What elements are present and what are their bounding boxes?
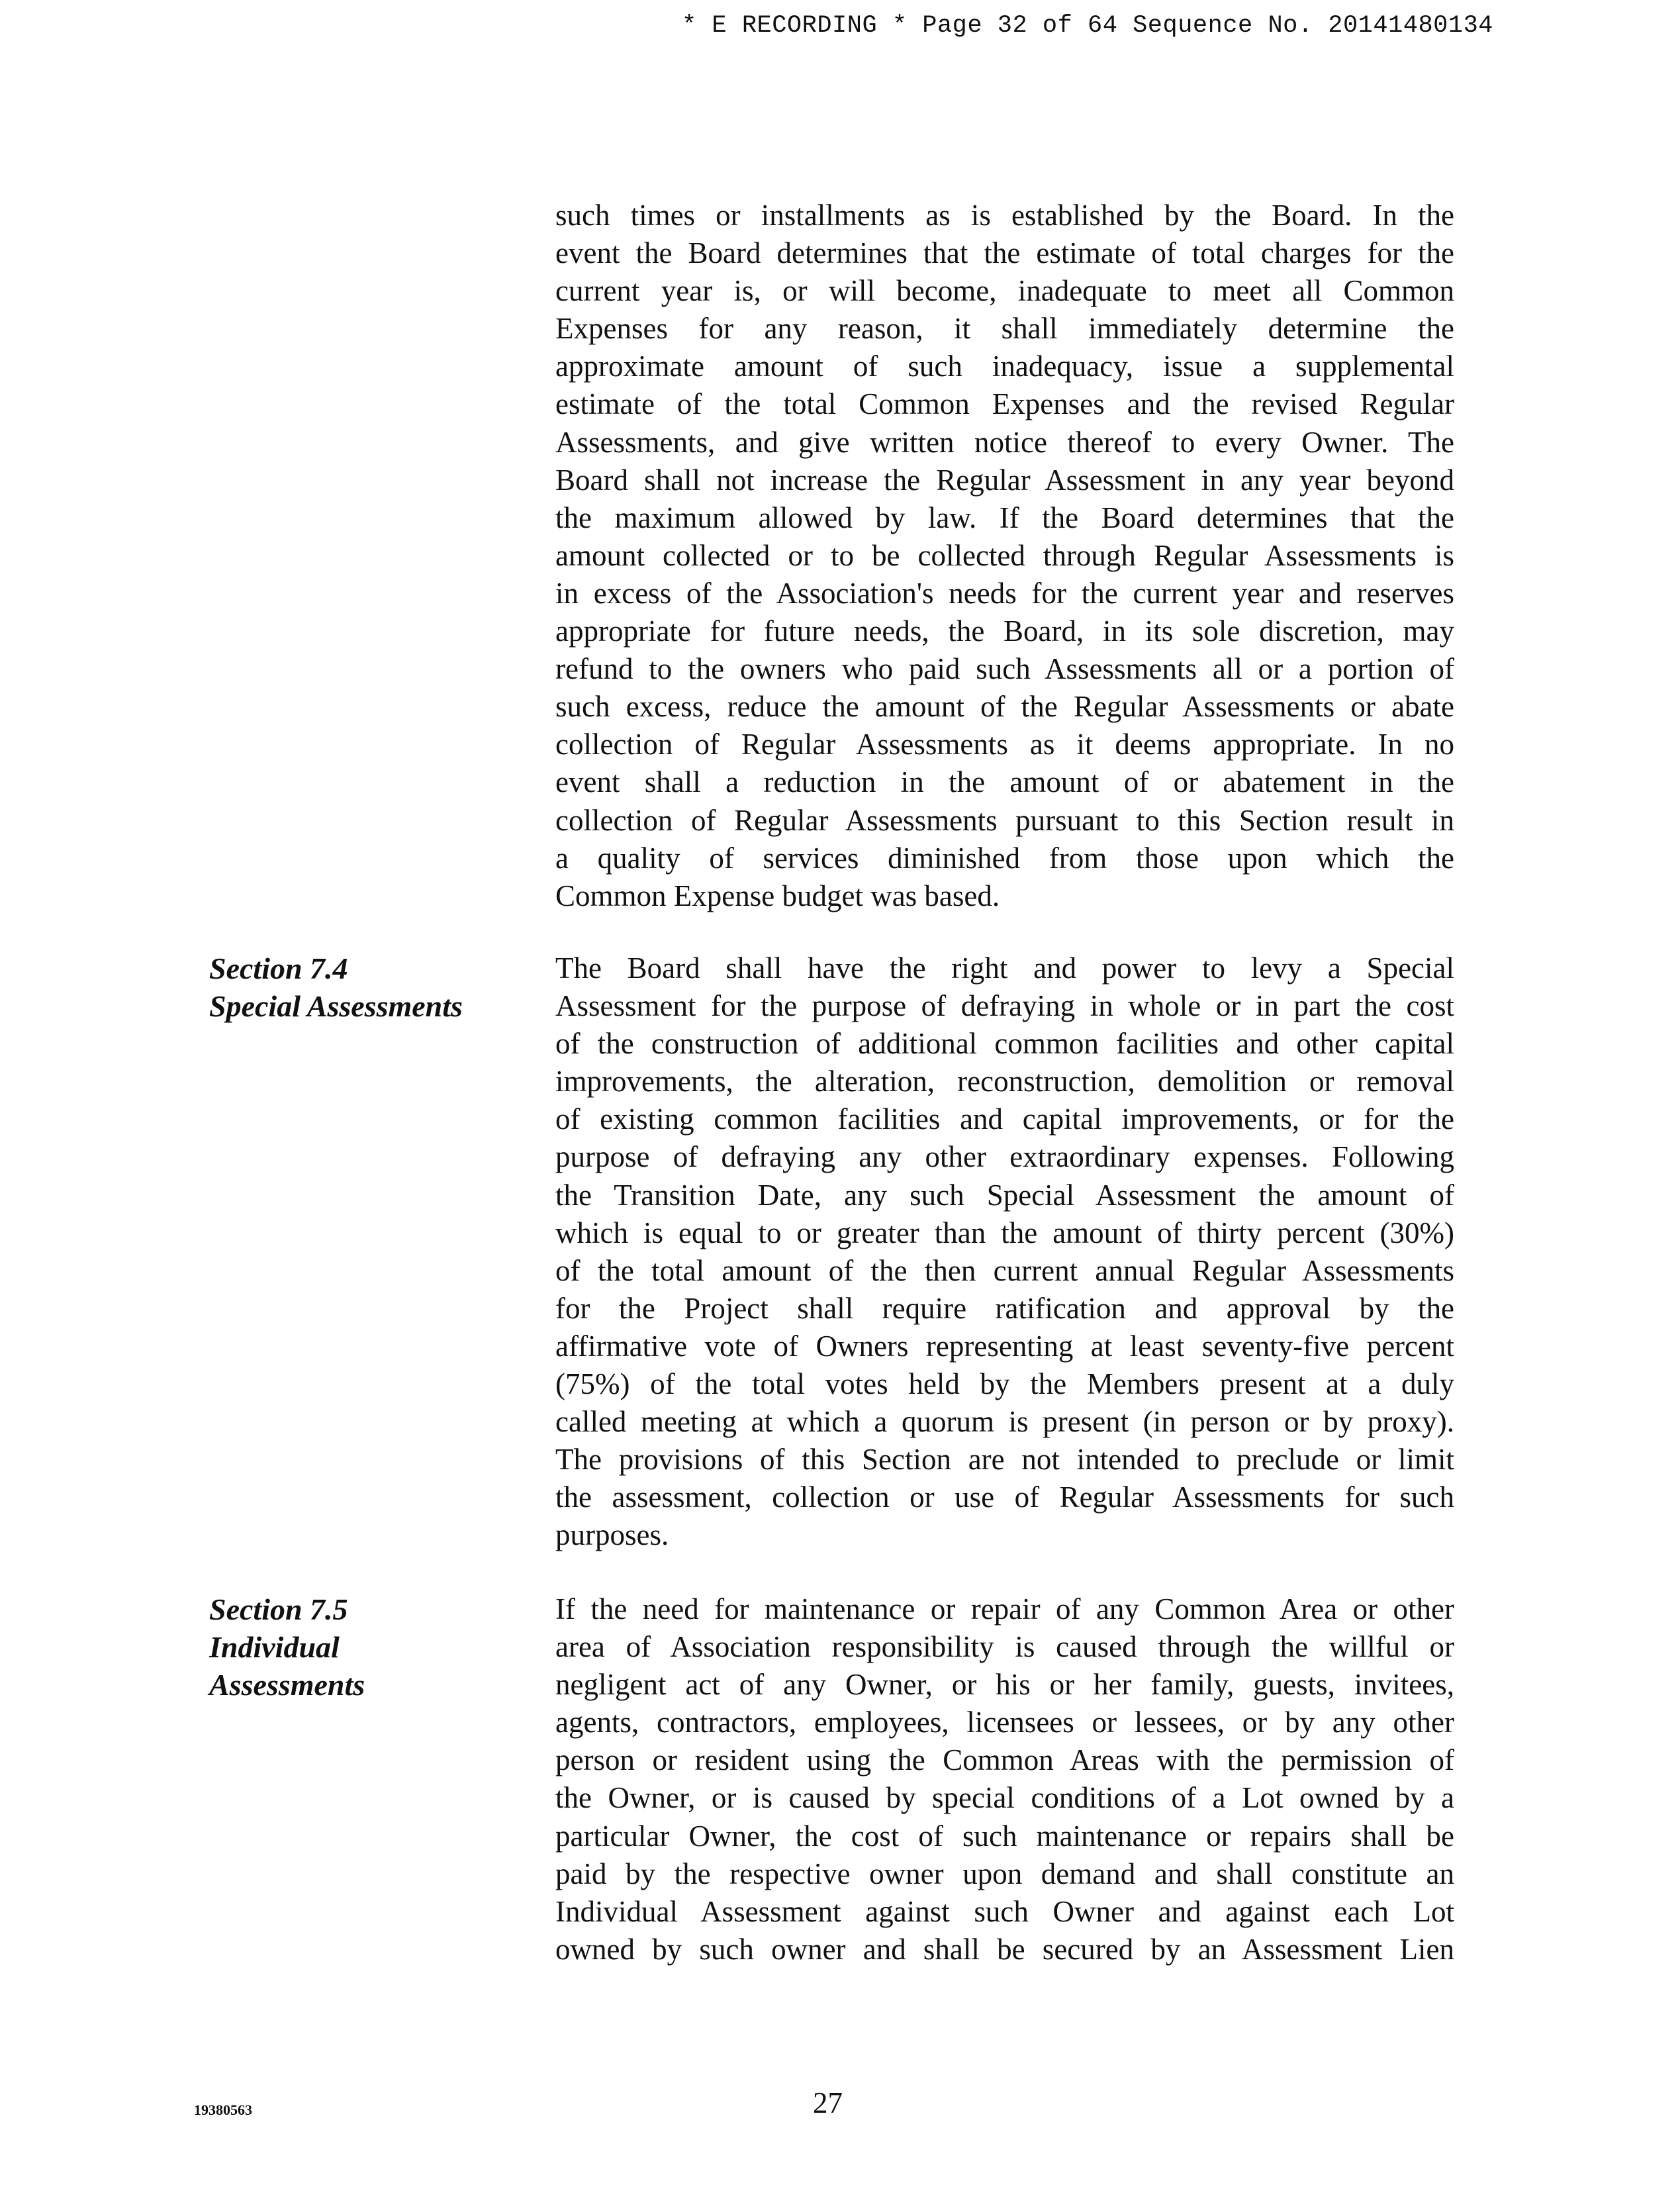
text-line: the Transition Date, any such Special Assessment the amount of: [555, 1178, 1454, 1212]
text-line: appropriate for future needs, the Board, in its sole discretion, may: [555, 614, 1454, 648]
text-line: of the total amount of the then current annual Regular Assessments: [555, 1253, 1454, 1287]
text-line: event the Board determines that the estimate of total charges for the: [555, 236, 1454, 270]
text-line: particular Owner, the cost of such maintenance or repairs shall be: [555, 1819, 1454, 1853]
recording-header: * E RECORDING * Page 32 of 64 Sequence No. 20141480134: [682, 12, 1493, 40]
section-number: Section 7.5: [209, 1592, 348, 1626]
text-line: which is equal to or greater than the amount of thirty percent (30%): [555, 1216, 1454, 1249]
text-line: called meeting at which a quorum is present (in person or by proxy).: [555, 1405, 1454, 1439]
text-line: area of Association responsibility is caused through the willful or: [555, 1630, 1454, 1664]
section-title: Special Assessments: [209, 989, 463, 1023]
section-7-4-heading: [209, 949, 463, 1025]
section-7-5-paragraph: [555, 1590, 1454, 1968]
text-line: Board shall not increase the Regular Assessment in any year beyond: [555, 463, 1454, 497]
text-line: Common Expense budget was based.: [555, 879, 1000, 912]
page-number: 27: [813, 2086, 843, 2119]
text-line: the maximum allowed by law. If the Board determines that the: [555, 501, 1454, 534]
text-line: for the Project shall require ratification and approval by the: [555, 1291, 1454, 1325]
text-line: estimate of the total Common Expenses and the revised Regular: [555, 387, 1454, 421]
text-line: Expenses for any reason, it shall immediately determine the: [555, 312, 1454, 346]
text-line: The provisions of this Section are not intended to preclude or limit: [555, 1443, 1454, 1477]
text-line: owned by such owner and shall be secured by an Assessment Lien: [555, 1932, 1454, 1966]
document-id: 19380563: [194, 2102, 252, 2118]
text-line: of existing common facilities and capital improvements, or for the: [555, 1102, 1454, 1136]
text-line: paid by the respective owner upon demand and shall constitute an: [555, 1857, 1454, 1890]
text-line: agents, contractors, employees, licensees or lessees, or by any other: [555, 1706, 1454, 1739]
section-title: Assessments: [209, 1668, 365, 1702]
section-7-5-heading: [209, 1590, 365, 1704]
text-line: in excess of the Association's needs for the current year and reserves: [555, 576, 1454, 610]
text-line: approximate amount of such inadequacy, issue a supplemental: [555, 350, 1454, 383]
text-line: person or resident using the Common Areas with the permission of: [555, 1743, 1454, 1777]
text-line: Assessments, and give written notice thereof to every Owner. The: [555, 425, 1454, 459]
text-line: of the construction of additional common facilities and other capital: [555, 1027, 1454, 1061]
section-number: Section 7.4: [209, 951, 348, 985]
text-line: collection of Regular Assessments pursuant to this Section result in: [555, 803, 1454, 837]
text-line: amount collected or to be collected through Regular Assessments is: [555, 538, 1454, 572]
text-line: the assessment, collection or use of Regular Assessments for such: [555, 1481, 1454, 1514]
section-7-4-paragraph: [555, 949, 1454, 1555]
text-line: event shall a reduction in the amount of or abatement in the: [555, 765, 1454, 799]
text-line: negligent act of any Owner, or his or her family, guests, invitees,: [555, 1668, 1454, 1702]
text-line: (75%) of the total votes held by the Members present at a duly: [555, 1367, 1454, 1401]
paragraph-continued: [555, 197, 1454, 915]
text-line: such times or installments as is established by the Board. In the: [555, 199, 1454, 232]
text-line: refund to the owners who paid such Assessments all or a portion of: [555, 652, 1454, 686]
text-line: The Board shall have the right and power to levy a Special: [555, 951, 1454, 985]
text-line: the Owner, or is caused by special conditions of a Lot owned by a: [555, 1781, 1454, 1815]
text-line: If the need for maintenance or repair of any Common Area or other: [555, 1592, 1454, 1626]
text-line: improvements, the alteration, reconstruction, demolition or removal: [555, 1065, 1454, 1098]
section-title: Individual: [209, 1630, 340, 1664]
text-line: purposes.: [555, 1518, 669, 1552]
text-line: current year is, or will become, inadequate to meet all Common: [555, 274, 1454, 308]
text-line: a quality of services diminished from those upon which the: [555, 841, 1454, 875]
text-line: purpose of defraying any other extraordinary expenses. Following: [555, 1140, 1454, 1174]
text-line: collection of Regular Assessments as it deems appropriate. In no: [555, 728, 1454, 761]
text-line: Assessment for the purpose of defraying in whole or in part the cost: [555, 989, 1454, 1023]
text-line: affirmative vote of Owners representing at least seventy-five percent: [555, 1329, 1454, 1363]
text-line: such excess, reduce the amount of the Regular Assessments or abate: [555, 690, 1454, 724]
text-line: Individual Assessment against such Owner and against each Lot: [555, 1894, 1454, 1928]
